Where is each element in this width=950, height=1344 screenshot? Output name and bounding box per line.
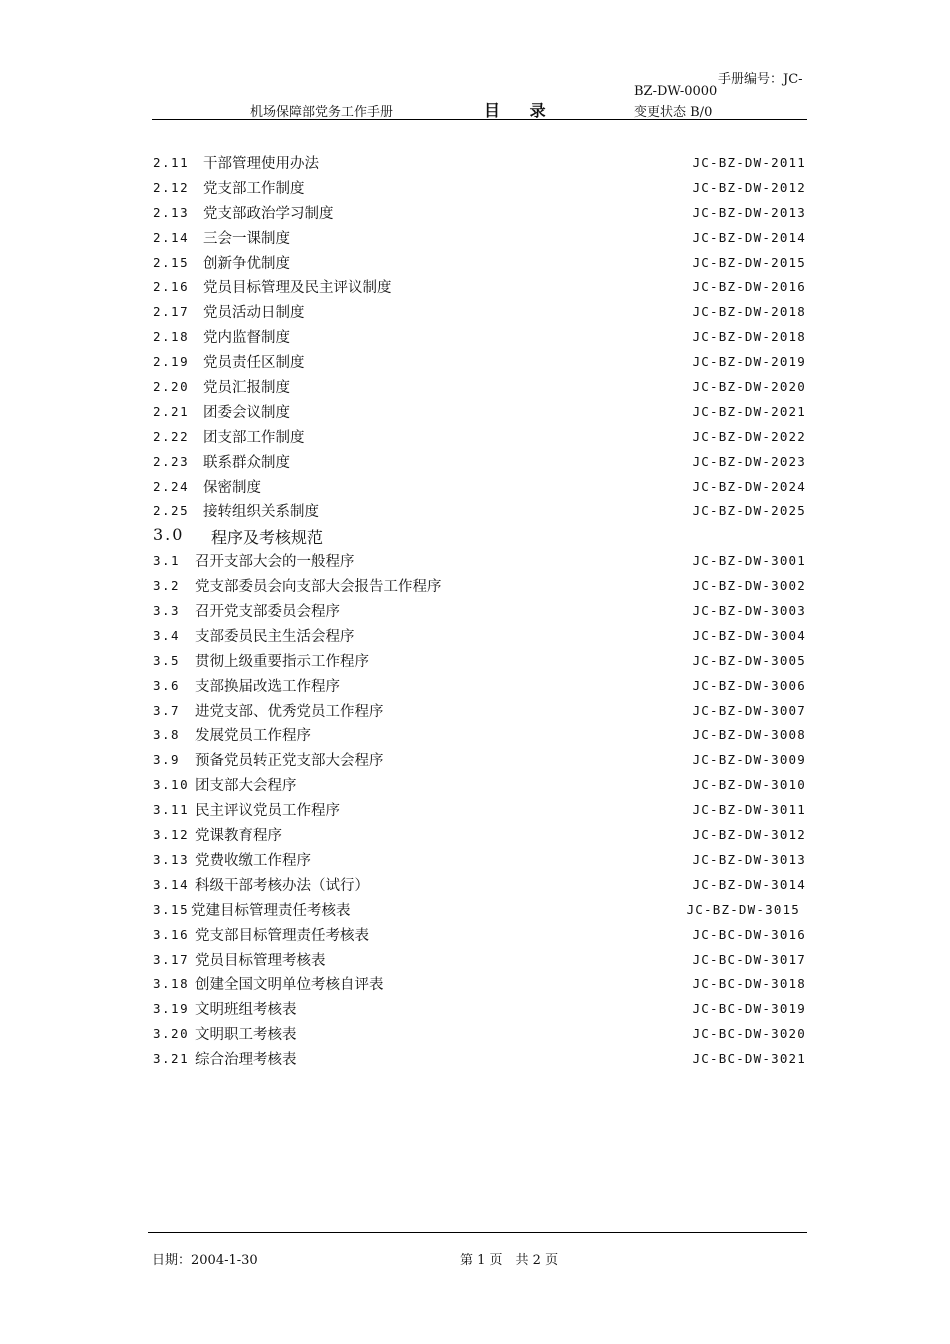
toc-entry-number: 3.0: [153, 525, 185, 545]
toc-entry-number: 3.15: [153, 901, 190, 917]
toc-entry-title: 预备党员转正党支部大会程序: [195, 753, 384, 770]
toc-entry-code: JC-BC-DW-3020: [692, 1026, 806, 1042]
revision-status: 变更状态 B/0: [634, 105, 713, 120]
toc-entry: [153, 675, 806, 700]
toc-entry: [153, 301, 806, 326]
toc-entry-number: 3.5: [153, 652, 181, 668]
toc-entry: [153, 550, 806, 575]
toc-entry-title: 民主评议党员工作程序: [195, 803, 340, 820]
toc-entry-code: JC-BZ-DW-3013: [692, 851, 806, 867]
toc-entry-title: 党员汇报制度: [203, 380, 290, 397]
toc-entry: [153, 575, 806, 600]
toc-entry-code: JC-BZ-DW-3004: [692, 627, 806, 643]
toc-entry-number: 3.4: [153, 627, 181, 643]
toc-entry: [153, 401, 806, 426]
toc-entry-number: 3.11: [153, 802, 190, 818]
manual-title: 机场保障部党务工作手册: [250, 105, 394, 120]
toc-entry-code: JC-BZ-DW-2025: [692, 503, 806, 519]
toc-entry-code: JC-BZ-DW-2019: [692, 354, 806, 370]
toc-entry-title: 团支部大会程序: [195, 778, 297, 795]
toc-entry-code: JC-BC-DW-3019: [692, 1001, 806, 1017]
toc-entry: [153, 1023, 806, 1048]
toc-entry-number: 2.13: [153, 204, 190, 220]
toc-entry-number: 2.24: [153, 478, 190, 494]
toc-entry: [153, 849, 806, 874]
toc-entry-number: 3.7: [153, 702, 181, 718]
toc-entry-title: 召开党支部委员会程序: [195, 604, 340, 621]
toc-entry-title: 党支部委员会向支部大会报告工作程序: [195, 579, 442, 596]
toc-entry-number: 2.25: [153, 503, 190, 519]
toc-entry-title: 文明职工考核表: [195, 1027, 297, 1044]
toc-entry-number: 3.1: [153, 553, 181, 569]
toc-entry-code: JC-BZ-DW-2014: [692, 229, 806, 245]
toc-entry: [153, 351, 806, 376]
toc-entry-title: 召开支部大会的一般程序: [195, 554, 355, 571]
toc-entry-number: 2.23: [153, 453, 190, 469]
toc-entry-number: 2.14: [153, 229, 190, 245]
toc-entry-code: JC-BZ-DW-3002: [692, 578, 806, 594]
toc-entry-number: 3.2: [153, 578, 181, 594]
toc-entry-code: JC-BZ-DW-2020: [692, 379, 806, 395]
toc-entry-number: 2.16: [153, 279, 190, 295]
toc-entry-number: 3.6: [153, 677, 181, 693]
toc-entry: [153, 973, 806, 998]
toc-entry-number: 2.22: [153, 428, 190, 444]
toc-entry-title: 创新争优制度: [203, 255, 290, 272]
toc-entry-title: 创建全国文明单位考核自评表: [195, 977, 384, 994]
toc-entry-code: JC-BC-DW-3017: [692, 951, 806, 967]
toc-entry-title: 党支部目标管理责任考核表: [195, 927, 369, 944]
toc-entry: [153, 600, 806, 625]
manual-code-value: BZ-DW-0000: [634, 84, 718, 99]
toc-entry-number: 3.13: [153, 851, 190, 867]
toc-entry: [153, 326, 806, 351]
toc-entry-title: 党员活动日制度: [203, 305, 305, 322]
toc-entry-title: 保密制度: [203, 479, 261, 496]
toc-entry-number: 3.17: [153, 951, 190, 967]
footer-page-number: 第 1 页 共 2 页: [460, 1253, 559, 1268]
toc-entry-number: 3.9: [153, 752, 181, 768]
toc-entry: [153, 824, 806, 849]
toc-entry-title: 党课教育程序: [195, 828, 282, 845]
toc-entry-code: JC-BZ-DW-3011: [692, 802, 806, 818]
toc-entry-title: 文明班组考核表: [195, 1002, 297, 1019]
toc-entry-number: 2.12: [153, 179, 190, 195]
toc-entry-title: 支部换届改选工作程序: [195, 678, 340, 695]
toc-entry: [153, 949, 806, 974]
toc-entry-number: 3.3: [153, 603, 181, 619]
toc-entry-code: JC-BZ-DW-2022: [692, 428, 806, 444]
toc-entry-title: 综合治理考核表: [195, 1052, 297, 1069]
toc-entry: [153, 874, 806, 899]
toc-entry-number: 2.20: [153, 379, 190, 395]
toc-entry-code: JC-BZ-DW-2015: [692, 254, 806, 270]
toc-entry-number: 2.15: [153, 254, 190, 270]
toc-entry-code: JC-BZ-DW-3007: [692, 702, 806, 718]
toc-entry-title: 党支部政治学习制度: [203, 205, 334, 222]
toc-entry-code: JC-BZ-DW-2018: [692, 304, 806, 320]
toc-entry-number: 3.20: [153, 1026, 190, 1042]
toc-entry-title: 党支部工作制度: [203, 180, 305, 197]
toc-entry-title: 支部委员民主生活会程序: [195, 628, 355, 645]
toc-entry-number: 3.16: [153, 926, 190, 942]
toc-entry-code: JC-BZ-DW-2012: [692, 179, 806, 195]
toc-entry-number: 3.14: [153, 876, 190, 892]
toc-entry-code: JC-BZ-DW-2024: [692, 478, 806, 494]
toc-entry-code: JC-BZ-DW-2021: [692, 403, 806, 419]
toc-entry-code: JC-BZ-DW-2023: [692, 453, 806, 469]
toc-heading: 目 录: [484, 101, 558, 120]
toc-entry: [153, 799, 806, 824]
toc-section-heading: [153, 525, 806, 550]
toc-entry-title: 联系群众制度: [203, 454, 290, 471]
footer-divider: [148, 1232, 807, 1233]
toc-entry-code: JC-BZ-DW-2018: [692, 329, 806, 345]
toc-entry-number: 2.21: [153, 403, 190, 419]
toc-entry-title: 发展党员工作程序: [195, 728, 311, 745]
toc-entry-code: JC-BZ-DW-3009: [692, 752, 806, 768]
toc-entry-code: JC-BC-DW-3018: [692, 976, 806, 992]
toc-entry-title: 进党支部、优秀党员工作程序: [195, 703, 384, 720]
toc-entry: [153, 376, 806, 401]
toc-entry-title: 党建目标管理责任考核表: [191, 902, 351, 919]
toc-entry-number: 3.18: [153, 976, 190, 992]
toc-entry-title: 党员目标管理及民主评议制度: [203, 280, 392, 297]
toc-entry: [153, 252, 806, 277]
toc-entry-code: JC-BZ-DW-3008: [692, 727, 806, 743]
toc-entry-code: JC-BZ-DW-3015: [686, 901, 800, 917]
toc-entry: [153, 1048, 806, 1073]
toc-entry-code: JC-BZ-DW-2013: [692, 204, 806, 220]
toc-entry-title: 党内监督制度: [203, 330, 290, 347]
toc-entry-code: JC-BC-DW-3016: [692, 926, 806, 942]
toc-entry-number: 2.17: [153, 304, 190, 320]
toc-entry: [153, 650, 806, 675]
toc-entry-title: 三会一课制度: [203, 230, 290, 247]
toc-entry: [153, 724, 806, 749]
toc-entry: [153, 476, 806, 501]
toc-entry: [153, 625, 806, 650]
toc-entry: [153, 774, 806, 799]
toc-entry: [153, 998, 806, 1023]
toc-entry: [153, 276, 806, 301]
toc-entry-code: JC-BZ-DW-2016: [692, 279, 806, 295]
toc-entry-number: 3.8: [153, 727, 181, 743]
toc-entry-number: 2.18: [153, 329, 190, 345]
toc-entry-title: 党费收缴工作程序: [195, 852, 311, 869]
toc-entry: [153, 426, 806, 451]
toc-entry: [153, 899, 806, 924]
toc-entry-code: JC-BZ-DW-3010: [692, 777, 806, 793]
toc-entry: [153, 500, 806, 525]
toc-entry-code: JC-BZ-DW-3005: [692, 652, 806, 668]
toc-entry-code: JC-BZ-DW-2011: [692, 155, 806, 170]
toc-entry-number: 2.19: [153, 354, 190, 370]
toc-entry-title: 团委会议制度: [203, 404, 290, 421]
toc-entry: [153, 924, 806, 949]
toc-entry-title: 党员责任区制度: [203, 355, 305, 372]
toc-entry-code: JC-BZ-DW-3003: [692, 603, 806, 619]
toc-entry-title: 科级干部考核办法（试行）: [195, 877, 369, 894]
toc-entry-code: JC-BZ-DW-3001: [692, 553, 806, 569]
toc-entry-code: JC-BZ-DW-3012: [692, 827, 806, 843]
toc-entry-code: JC-BZ-DW-3006: [692, 677, 806, 693]
footer-date: 日期：2004-1-30: [152, 1253, 258, 1268]
header-divider: [152, 119, 807, 120]
manual-code-label: 手册编号：JC-: [718, 72, 803, 87]
toc-entry: [153, 700, 806, 725]
toc-entry-number: 3.19: [153, 1001, 190, 1017]
toc-entry-number: 3.10: [153, 777, 190, 793]
toc-entry-title: 贯彻上级重要指示工作程序: [195, 653, 369, 670]
toc-entry-number: 3.12: [153, 827, 190, 843]
toc-entry-code: JC-BZ-DW-3014: [692, 876, 806, 892]
toc-entry-title: 团支部工作制度: [203, 429, 305, 446]
toc-entry: [153, 177, 806, 202]
toc-entry-title: 程序及考核规范: [211, 528, 324, 548]
toc-entry-title: 接转组织关系制度: [203, 504, 319, 521]
toc-entry: [153, 749, 806, 774]
toc-entry: [153, 152, 806, 177]
toc-entry-title: 党员目标管理考核表: [195, 952, 326, 969]
toc-entry-number: 3.21: [153, 1051, 190, 1067]
toc-entry-number: 2.11: [153, 155, 190, 170]
toc-entry-title: 干部管理使用办法: [203, 156, 319, 172]
toc-entry: [153, 451, 806, 476]
toc-entry: [153, 227, 806, 252]
toc-entry: [153, 202, 806, 227]
toc-entry-code: JC-BC-DW-3021: [692, 1051, 806, 1067]
table-of-contents: [153, 152, 806, 1073]
